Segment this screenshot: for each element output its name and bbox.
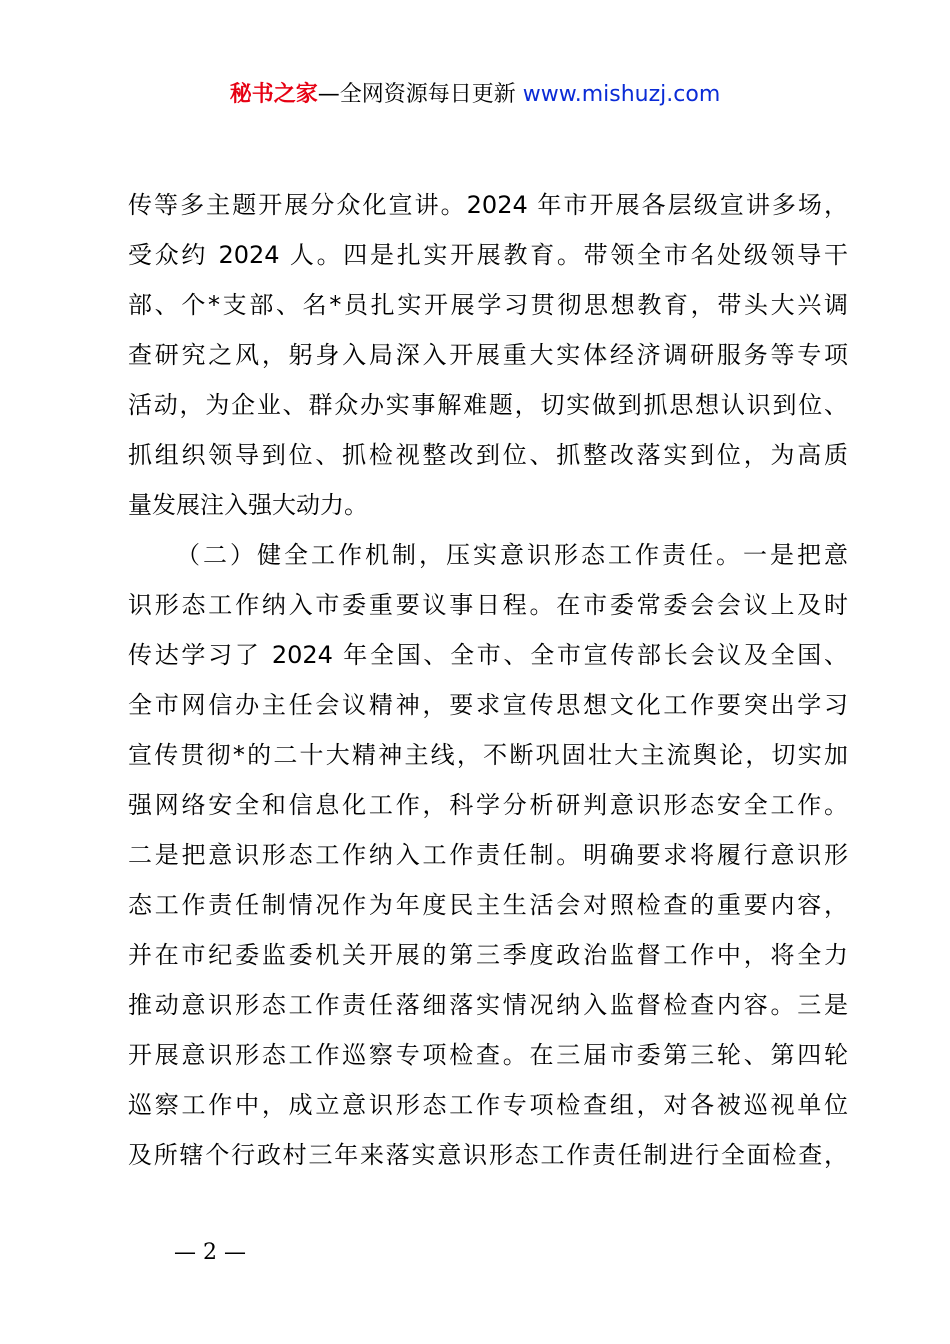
text-line: 二是把意识形态工作纳入工作责任制。明确要求将履行意识形 (128, 841, 848, 869)
text-line: 并在市纪委监委机关开展的第三季度政治监督工作中，将全力 (128, 941, 848, 969)
text-line: 部、个*支部、名*员扎实开展学习贯彻思想教育，带头大兴调 (128, 291, 848, 319)
text-line: 及所辖个行政村三年来落实意识形态工作责任制进行全面检查， (128, 1141, 848, 1169)
site-header (0, 78, 950, 112)
paragraph-start-line: （二）健全工作机制，压实意识形态工作责任。一是把意 (176, 541, 848, 569)
document-body (128, 180, 848, 1180)
text-line: 开展意识形态工作巡察专项检查。在三届市委第三轮、第四轮 (128, 1041, 848, 1069)
text-line: 强网络安全和信息化工作，科学分析研判意识形态安全工作。 (128, 791, 848, 819)
text-line: 传等多主题开展分众化宣讲。2024 年市开展各层级宣讲多场， (128, 191, 848, 219)
text-line: 抓组织领导到位、抓检视整改到位、抓整改落实到位，为高质 (128, 441, 848, 469)
text-line: 识形态工作纳入市委重要议事日程。在市委常委会会议上及时 (128, 591, 848, 619)
text-line: 态工作责任制情况作为年度民主生活会对照检查的重要内容， (128, 891, 848, 919)
header-tagline: —全网资源每日更新 (317, 82, 523, 107)
text-line: 传达学习了 2024 年全国、全市、全市宣传部长会议及全国、 (128, 641, 848, 669)
brand-name: 秘书之家 (229, 82, 318, 107)
text-line: 巡察工作中，成立意识形态工作专项检查组，对各被巡视单位 (128, 1091, 848, 1119)
text-line: 量发展注入强大动力。 (128, 491, 368, 519)
text-line: 全市网信办主任会议精神，要求宣传思想文化工作要突出学习 (128, 691, 848, 719)
text-line: 活动，为企业、群众办实事解难题，切实做到抓思想认识到位、 (128, 391, 848, 419)
text-line: 受众约 2024 人。四是扎实开展教育。带领全市名处级领导干 (128, 241, 848, 269)
text-line: 宣传贯彻*的二十大精神主线，不断巩固壮大主流舆论，切实加 (128, 741, 848, 769)
text-line: 推动意识形态工作责任落细落实情况纳入监督检查内容。三是 (128, 991, 848, 1019)
site-url[interactable]: www.mishuzj.com (522, 82, 721, 107)
page-number: — 2 — (174, 1240, 246, 1265)
text-line: 查研究之风，躬身入局深入开展重大实体经济调研服务等专项 (128, 341, 848, 369)
